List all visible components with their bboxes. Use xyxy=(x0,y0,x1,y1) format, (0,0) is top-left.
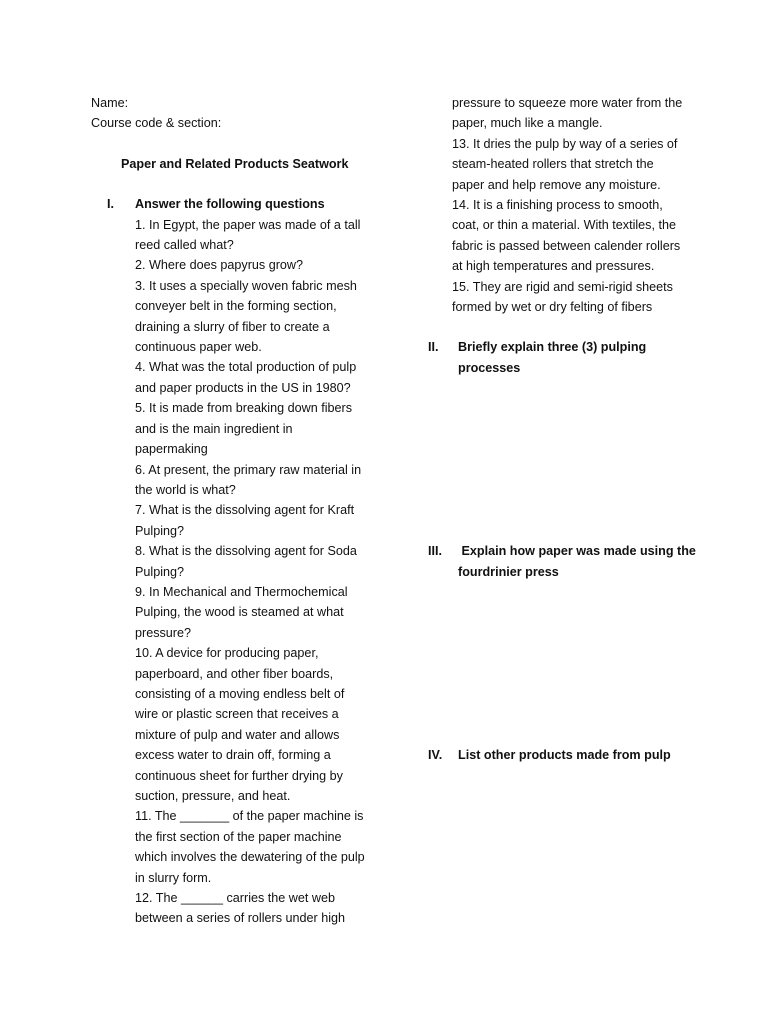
left-column xyxy=(91,93,376,929)
question-line: 3. It uses a specially woven fabric mesh xyxy=(135,278,357,293)
question-line: mixture of pulp and water and allows xyxy=(135,727,340,742)
question-line: 15. They are rigid and semi-rigid sheets xyxy=(452,279,673,294)
question-line: pressure? xyxy=(135,625,192,640)
section-3-numeral: III. xyxy=(428,544,442,559)
section-3-title-line: fourdrinier press xyxy=(458,564,559,579)
question-line: reed called what? xyxy=(135,238,234,253)
question-line: continuous sheet for further drying by xyxy=(135,768,343,783)
question-line: 12. The ______ carries the wet web xyxy=(135,891,335,906)
section-2-numeral: II. xyxy=(428,340,439,355)
question-line: 4. What was the total production of pulp xyxy=(135,360,357,375)
question-line: the first section of the paper machine xyxy=(135,829,342,844)
question-line: suction, pressure, and heat. xyxy=(135,789,291,803)
question-line: wire or plastic screen that receives a xyxy=(135,707,339,722)
question-line: excess water to drain off, forming a xyxy=(135,748,331,763)
question-line: papermaking xyxy=(135,442,208,457)
name-label: Name: xyxy=(91,96,129,110)
question-line: 10. A device for producing paper, xyxy=(135,646,319,661)
question-line: 7. What is the dissolving agent for Kraft xyxy=(135,503,355,518)
question-line: conveyer belt in the forming section, xyxy=(135,299,337,314)
section-2-heading xyxy=(414,337,714,378)
question-line: 5. It is made from breaking down fibers xyxy=(135,401,352,416)
question-line: 2. Where does papyrus grow? xyxy=(135,258,304,273)
section-1-title: Answer the following questions xyxy=(135,197,325,212)
question-line: 6. At present, the primary raw material in xyxy=(135,462,362,477)
question-line: 14. It is a finishing process to smooth, xyxy=(452,198,663,213)
section-4-heading xyxy=(414,745,714,765)
section-2-title xyxy=(458,337,646,378)
question-line: coat, or thin a material. With textiles, the xyxy=(452,218,676,233)
question-line: paperboard, and other fiber boards, xyxy=(135,666,334,681)
section-4-title: List other products made from pulp xyxy=(458,748,671,763)
question-line: paper, much like a mangle. xyxy=(452,116,603,131)
question-line: 1. In Egypt, the paper was made of a tall xyxy=(135,217,361,232)
question-line: 13. It dries the pulp by way of a series of xyxy=(452,136,678,151)
section-1-numeral: I. xyxy=(107,197,114,212)
question-line: consisting of a moving endless belt of xyxy=(135,686,345,701)
question-line: pressure to squeeze more water from the xyxy=(452,96,683,110)
question-line: fabric is passed between calender rollers xyxy=(452,238,681,253)
course-section-label: Course code & section: xyxy=(91,116,222,131)
question-line: continuous paper web. xyxy=(135,340,262,355)
question-line: 9. In Mechanical and Thermochemical xyxy=(135,584,348,599)
question-line: Pulping? xyxy=(135,523,185,538)
section-4-numeral: IV. xyxy=(428,748,443,763)
question-line: 8. What is the dissolving agent for Soda xyxy=(135,544,357,559)
question-line: the world is what? xyxy=(135,482,236,497)
section-2-title-line: Briefly explain three (3) pulping xyxy=(458,340,647,355)
question-line: draining a slurry of fiber to create a xyxy=(135,319,330,334)
question-list-right xyxy=(452,93,714,317)
question-line: between a series of rollers under high xyxy=(135,911,346,926)
question-line: formed by wet or dry felting of fibers xyxy=(452,300,653,315)
question-line: in slurry form. xyxy=(135,870,212,885)
section-2-title-line: processes xyxy=(458,360,521,375)
section-3-title xyxy=(458,541,696,582)
question-list-left xyxy=(135,215,376,929)
question-line: and is the main ingredient in xyxy=(135,421,293,436)
page-title: Paper and Related Products Seatwork xyxy=(121,156,349,171)
question-line: Pulping, the wood is steamed at what xyxy=(135,605,344,620)
section-3-heading xyxy=(414,541,714,582)
question-line: 11. The _______ of the paper machine is xyxy=(135,809,364,824)
question-line: paper and help remove any moisture. xyxy=(452,177,661,192)
section-1-heading xyxy=(91,194,376,214)
question-line: steam-heated rollers that stretch the xyxy=(452,157,654,172)
right-column xyxy=(414,93,714,766)
section-3-title-line: Explain how paper was made using the xyxy=(458,544,696,559)
question-line: at high temperatures and pressures. xyxy=(452,259,655,274)
question-line: and paper products in the US in 1980? xyxy=(135,380,351,395)
question-line: Pulping? xyxy=(135,564,185,579)
question-line: which involves the dewatering of the pulp xyxy=(135,850,365,865)
